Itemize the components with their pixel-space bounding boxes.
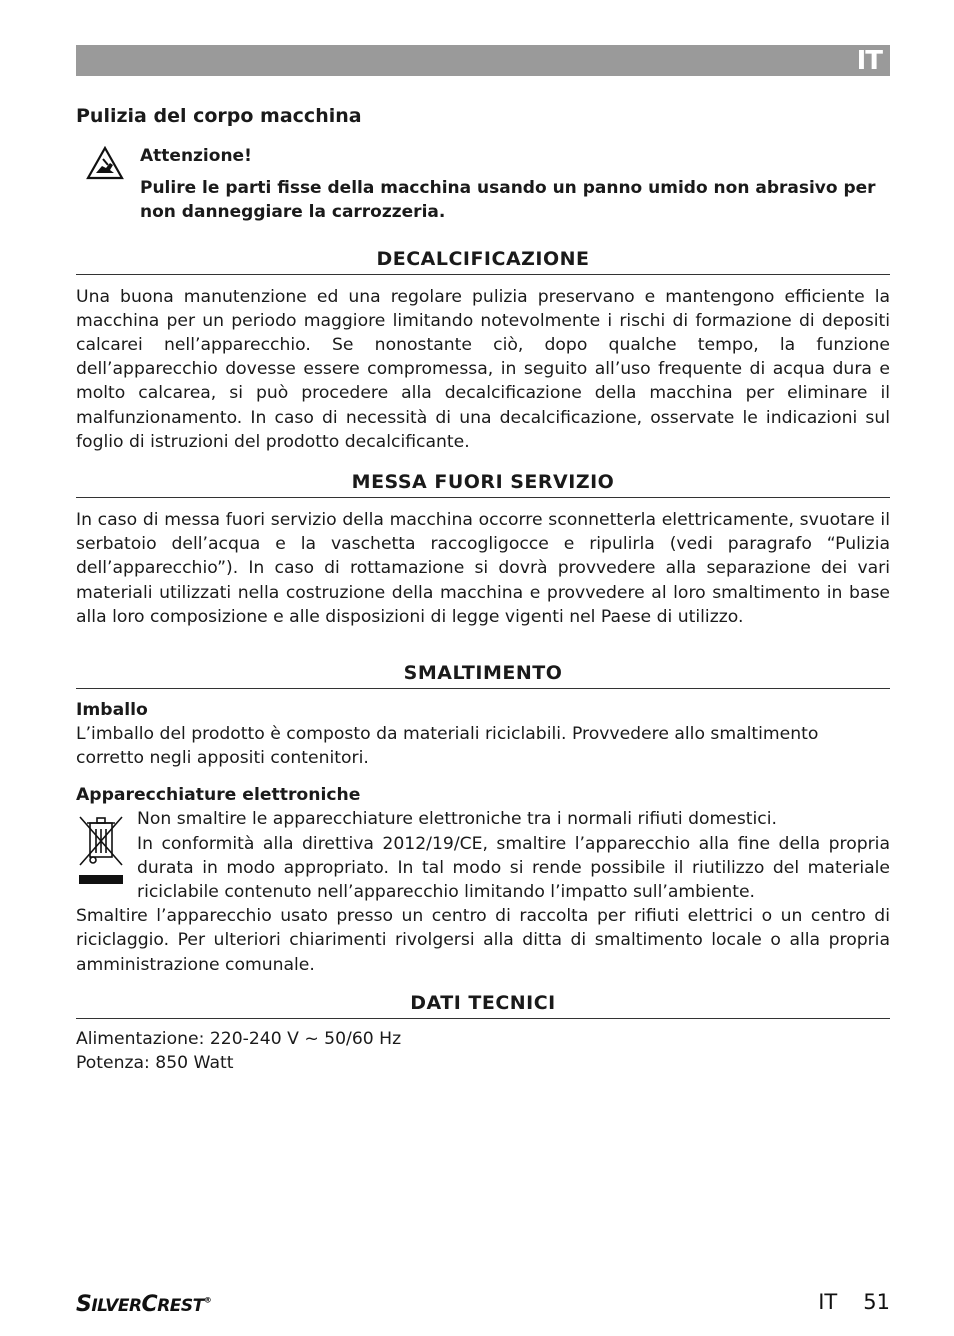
warning-title: Attenzione!: [140, 146, 252, 166]
logo-ilver: ILVER: [91, 1296, 142, 1316]
section-dati-tecnici: [76, 991, 890, 1075]
language-header-bar: [76, 45, 890, 76]
imballo-text: L’imballo del prodotto è composto da materiali riciclabili. Provvedere allo smaltimento corretto negli appositi contenitori.: [76, 723, 819, 769]
logo-registered: ®: [203, 1295, 212, 1305]
decalcificazione-text: Una buona manutenzione ed una regolare pulizia preservano e mantengono efficiente la macchina per un periodo maggiore limitando notevolmente i rischi di formazione di depositi calcarei nell’apparecchio. Se nonostante ciò, dopo qualche tempo, la funzione dell’apparecchio dovesse essere compromessa, in seguito all’uso frequente di acqua dura e molto calcarea, si può procedere alla decalcificazione della macchina per eliminare il malfunzionamento. In caso di necessità di una decalcificazione, osservate le indicazioni sul foglio di istruzioni del prodotto decalcificante.: [76, 286, 890, 452]
logo-rest: REST: [157, 1296, 204, 1316]
messa-text: In caso di messa fuori servizio della macchina occorre sconnetterla elettricamente, svuotare il serbatoio dell’acqua e la vaschetta raccogligocce e ripulirla (vedi paragrafo “Pulizia dell’apparecchio”). In caso di rottamazione si dovrà provvedere alla separazione dei vari materiali utilizzati nella costruzione della macchina e provvedere al loro smaltimento in base alla loro composizione e alle disposizioni di legge vigenti nel Paese di utilizzo.: [76, 509, 890, 627]
language-code: IT: [856, 46, 882, 76]
brand-logo: [76, 1292, 211, 1317]
logo-c: C: [141, 1292, 158, 1317]
decalcificazione-heading: DECALCIFICAZIONE: [76, 247, 890, 275]
apparecchiature-label: Apparecchiature elettroniche: [76, 785, 361, 806]
footer-lang: IT: [818, 1290, 838, 1314]
logo-s: S: [76, 1292, 92, 1317]
page-footer: [818, 1290, 890, 1314]
warning-hand-icon: [86, 146, 124, 180]
crossed-bin-icon: [76, 813, 126, 885]
page-number: 51: [863, 1290, 890, 1314]
smaltimento-heading: SMALTIMENTO: [76, 661, 890, 689]
pulizia-title: Pulizia del corpo macchina: [76, 105, 362, 127]
imballo-label: Imballo: [76, 699, 148, 720]
page-content: [76, 104, 890, 1075]
weee-block: [76, 807, 890, 976]
apparecchiature-text: Smaltire l’apparecchio usato presso un centro di raccolta per rifiuti elettrici o un centro di riciclaggio. Per ulteriori chiarimenti rivolgersi alla ditta di smaltimento locale o alla propria amministrazione comunale.: [76, 906, 890, 975]
section-messa-fuori-servizio: [76, 470, 890, 629]
dati-heading: DATI TECNICI: [76, 991, 890, 1019]
warning-block: [76, 144, 890, 225]
section-decalcificazione: [76, 247, 890, 454]
warning-text: Pulire le parti fisse della macchina usando un panno umido non abrasivo per non danneggiare la carrozzeria.: [140, 177, 876, 222]
spec-potenza: Potenza: 850 Watt: [76, 1052, 234, 1073]
apparecchiature-line1: Non smaltire le apparecchiature elettroniche tra i normali rifiuti domestici.: [137, 809, 777, 830]
apparecchiature-paragraph: In conformità alla direttiva 2012/19/CE, smaltire l’apparecchio alla fine della propria durata in modo appropriato. In tal modo si rende possibile il riutilizzo del materiale riciclabile contenuto nell’apparecchio limitando l’impatto sull’ambiente.: [137, 833, 890, 902]
section-smaltimento: [76, 661, 890, 977]
messa-heading: MESSA FUORI SERVIZIO: [76, 470, 890, 498]
spec-alimentazione: Alimentazione: 220-240 V ~ 50/60 Hz: [76, 1028, 402, 1049]
specs-list: [76, 1027, 890, 1075]
